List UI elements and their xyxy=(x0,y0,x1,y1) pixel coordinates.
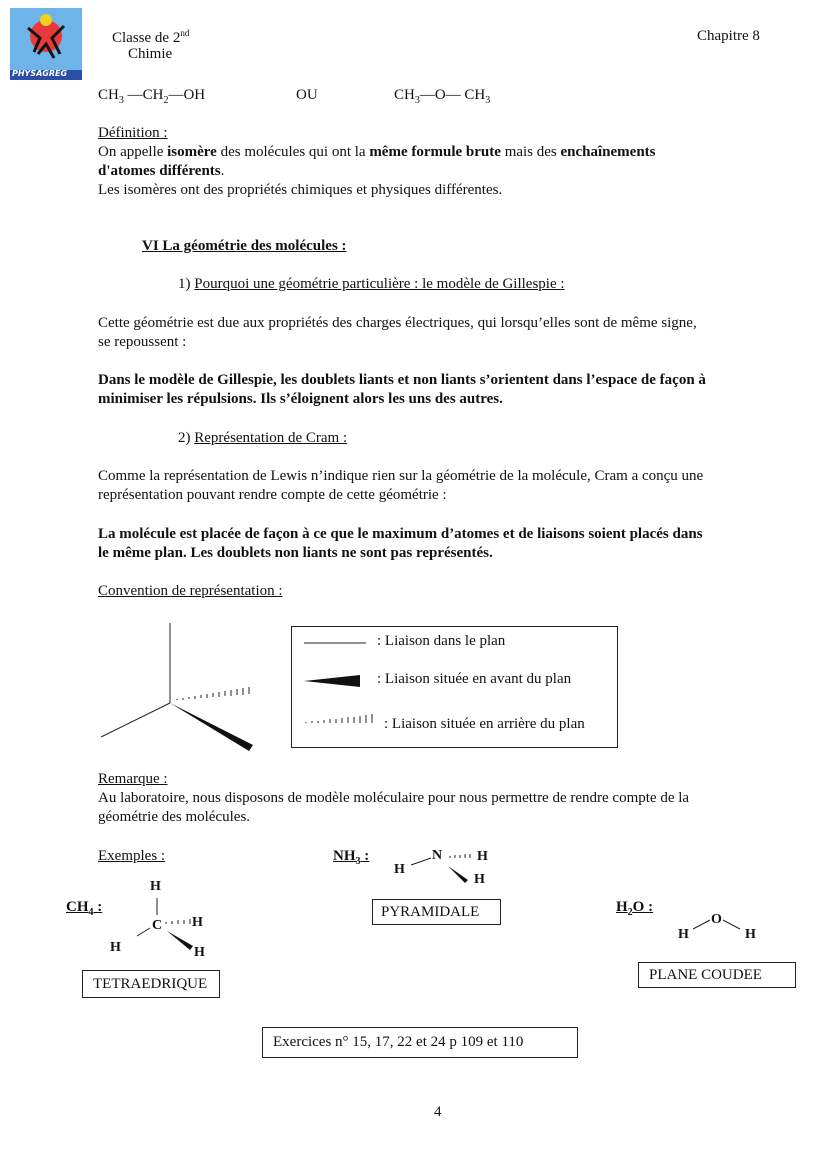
legend-box xyxy=(291,626,618,748)
ch4-label: $CH_4$ : xyxy=(66,899,103,918)
formula-ether: $CH_3—O—$ $CH_3$ xyxy=(394,87,491,106)
plane-bond-left xyxy=(101,703,170,737)
paragraph-1-line-2: se repoussent : xyxy=(98,334,187,350)
class-prefix: Classe de 2 xyxy=(112,30,181,46)
wedge-bond xyxy=(170,703,253,751)
legend-plane-line xyxy=(304,641,366,645)
nh3-label: $NH_3$ : xyxy=(333,848,370,867)
ch4-atom-h-right: H xyxy=(192,915,203,930)
logo-text: PHYSAGREG xyxy=(12,69,68,78)
h2o-atom-h-right: H xyxy=(745,927,756,942)
ch4-atom-h-top: H xyxy=(150,879,161,894)
definition-line-3: Les isomères ont des propriétés chimiques et physiques différentes. xyxy=(98,182,503,198)
definition-title: Définition : xyxy=(98,125,168,141)
h2o-atom-h-left: H xyxy=(678,927,689,942)
definition-line-1: On appelle isomère des molécules qui ont la même formule brute mais des enchaînements xyxy=(98,144,656,160)
ch4-atom-h-left: H xyxy=(110,940,121,955)
remark-line-1: Au laboratoire, nous disposons de modèle moléculaire pour nous permettre de rendre compte de la xyxy=(98,790,690,806)
paragraph-4-line-1: La molécule est placée de façon à ce que le maximum d’atomes et de liaisons soient placés dans xyxy=(98,526,703,542)
paragraph-3-line-1: Comme la représentation de Lewis n’indique rien sur la géométrie de la molécule, Cram a conçu une xyxy=(98,468,704,484)
paragraph-1-line-1: Cette géométrie est due aux propriétés des charges électriques, qui lorsqu’elles sont de même signe, xyxy=(98,315,697,331)
remark-title: Remarque : xyxy=(98,771,168,787)
legend-plane-label: : Liaison dans le plan xyxy=(377,633,506,649)
paragraph-2-line-2: minimiser les répulsions. Ils s’éloignent alors les uns des autres. xyxy=(98,391,503,407)
legend-wedge xyxy=(304,675,362,687)
nh3-atom-h-right: H xyxy=(477,849,488,864)
legend-back-label: : Liaison située en arrière du plan xyxy=(384,716,585,732)
subsection-1-title: 1) Pourquoi une géométrie particulière : le modèle de Gillespie : xyxy=(178,276,565,292)
chapter-label: Chapitre 8 xyxy=(697,28,760,44)
cram-diagram xyxy=(95,615,275,755)
paragraph-3-line-2: représentation pouvant rendre compte de cette géométrie : xyxy=(98,487,447,503)
ch4-shape-label: TETRAEDRIQUE xyxy=(93,976,208,992)
legend-hash xyxy=(304,713,376,725)
h2o-bonds xyxy=(688,916,748,936)
nh3-shape-label: PYRAMIDALE xyxy=(381,904,480,920)
nh3-atom-h-bottom: H xyxy=(474,872,485,887)
ch4-atom-c: C xyxy=(152,918,163,933)
nh3-bonds xyxy=(405,850,485,890)
section-title: VI La géométrie des molécules : xyxy=(142,238,347,254)
paragraph-4-line-2: le même plan. Les doublets non liants ne sont pas représentés. xyxy=(98,545,493,561)
nh3-atom-n: N xyxy=(432,848,443,863)
convention-title: Convention de représentation : xyxy=(98,583,283,599)
formula-ethanol: $CH_3$ $—CH_2—OH$ xyxy=(98,87,206,106)
nh3-atom-h-left: H xyxy=(394,862,405,877)
ch4-bonds xyxy=(110,895,210,955)
examples-title: Exemples : xyxy=(98,848,166,864)
class-label xyxy=(112,28,189,47)
class-sup: nd xyxy=(180,28,190,38)
h2o-atom-o: O xyxy=(711,912,722,927)
page-number: 4 xyxy=(434,1104,442,1120)
remark-line-2: géométrie des molécules. xyxy=(98,809,251,825)
h2o-label: $H_2O$ : xyxy=(616,899,654,918)
subject-label: Chimie xyxy=(128,46,173,62)
subsection-2-title: 2) Représentation de Cram : xyxy=(178,430,348,446)
formula-or: OU xyxy=(296,87,318,103)
hashed-bond xyxy=(177,687,249,700)
exercises-label: Exercices n° 15, 17, 22 et 24 p 109 et 110 xyxy=(273,1034,524,1050)
h2o-shape-label: PLANE COUDEE xyxy=(649,967,762,983)
paragraph-2-line-1: Dans le modèle de Gillespie, les doublets liants et non liants s’orientent dans l’espace de façon à xyxy=(98,372,706,388)
legend-front-label: : Liaison située en avant du plan xyxy=(377,671,572,687)
logo xyxy=(10,8,82,80)
ch4-atom-h-bottom: H xyxy=(194,945,205,960)
definition-line-2: d'atomes différents. xyxy=(98,163,225,179)
